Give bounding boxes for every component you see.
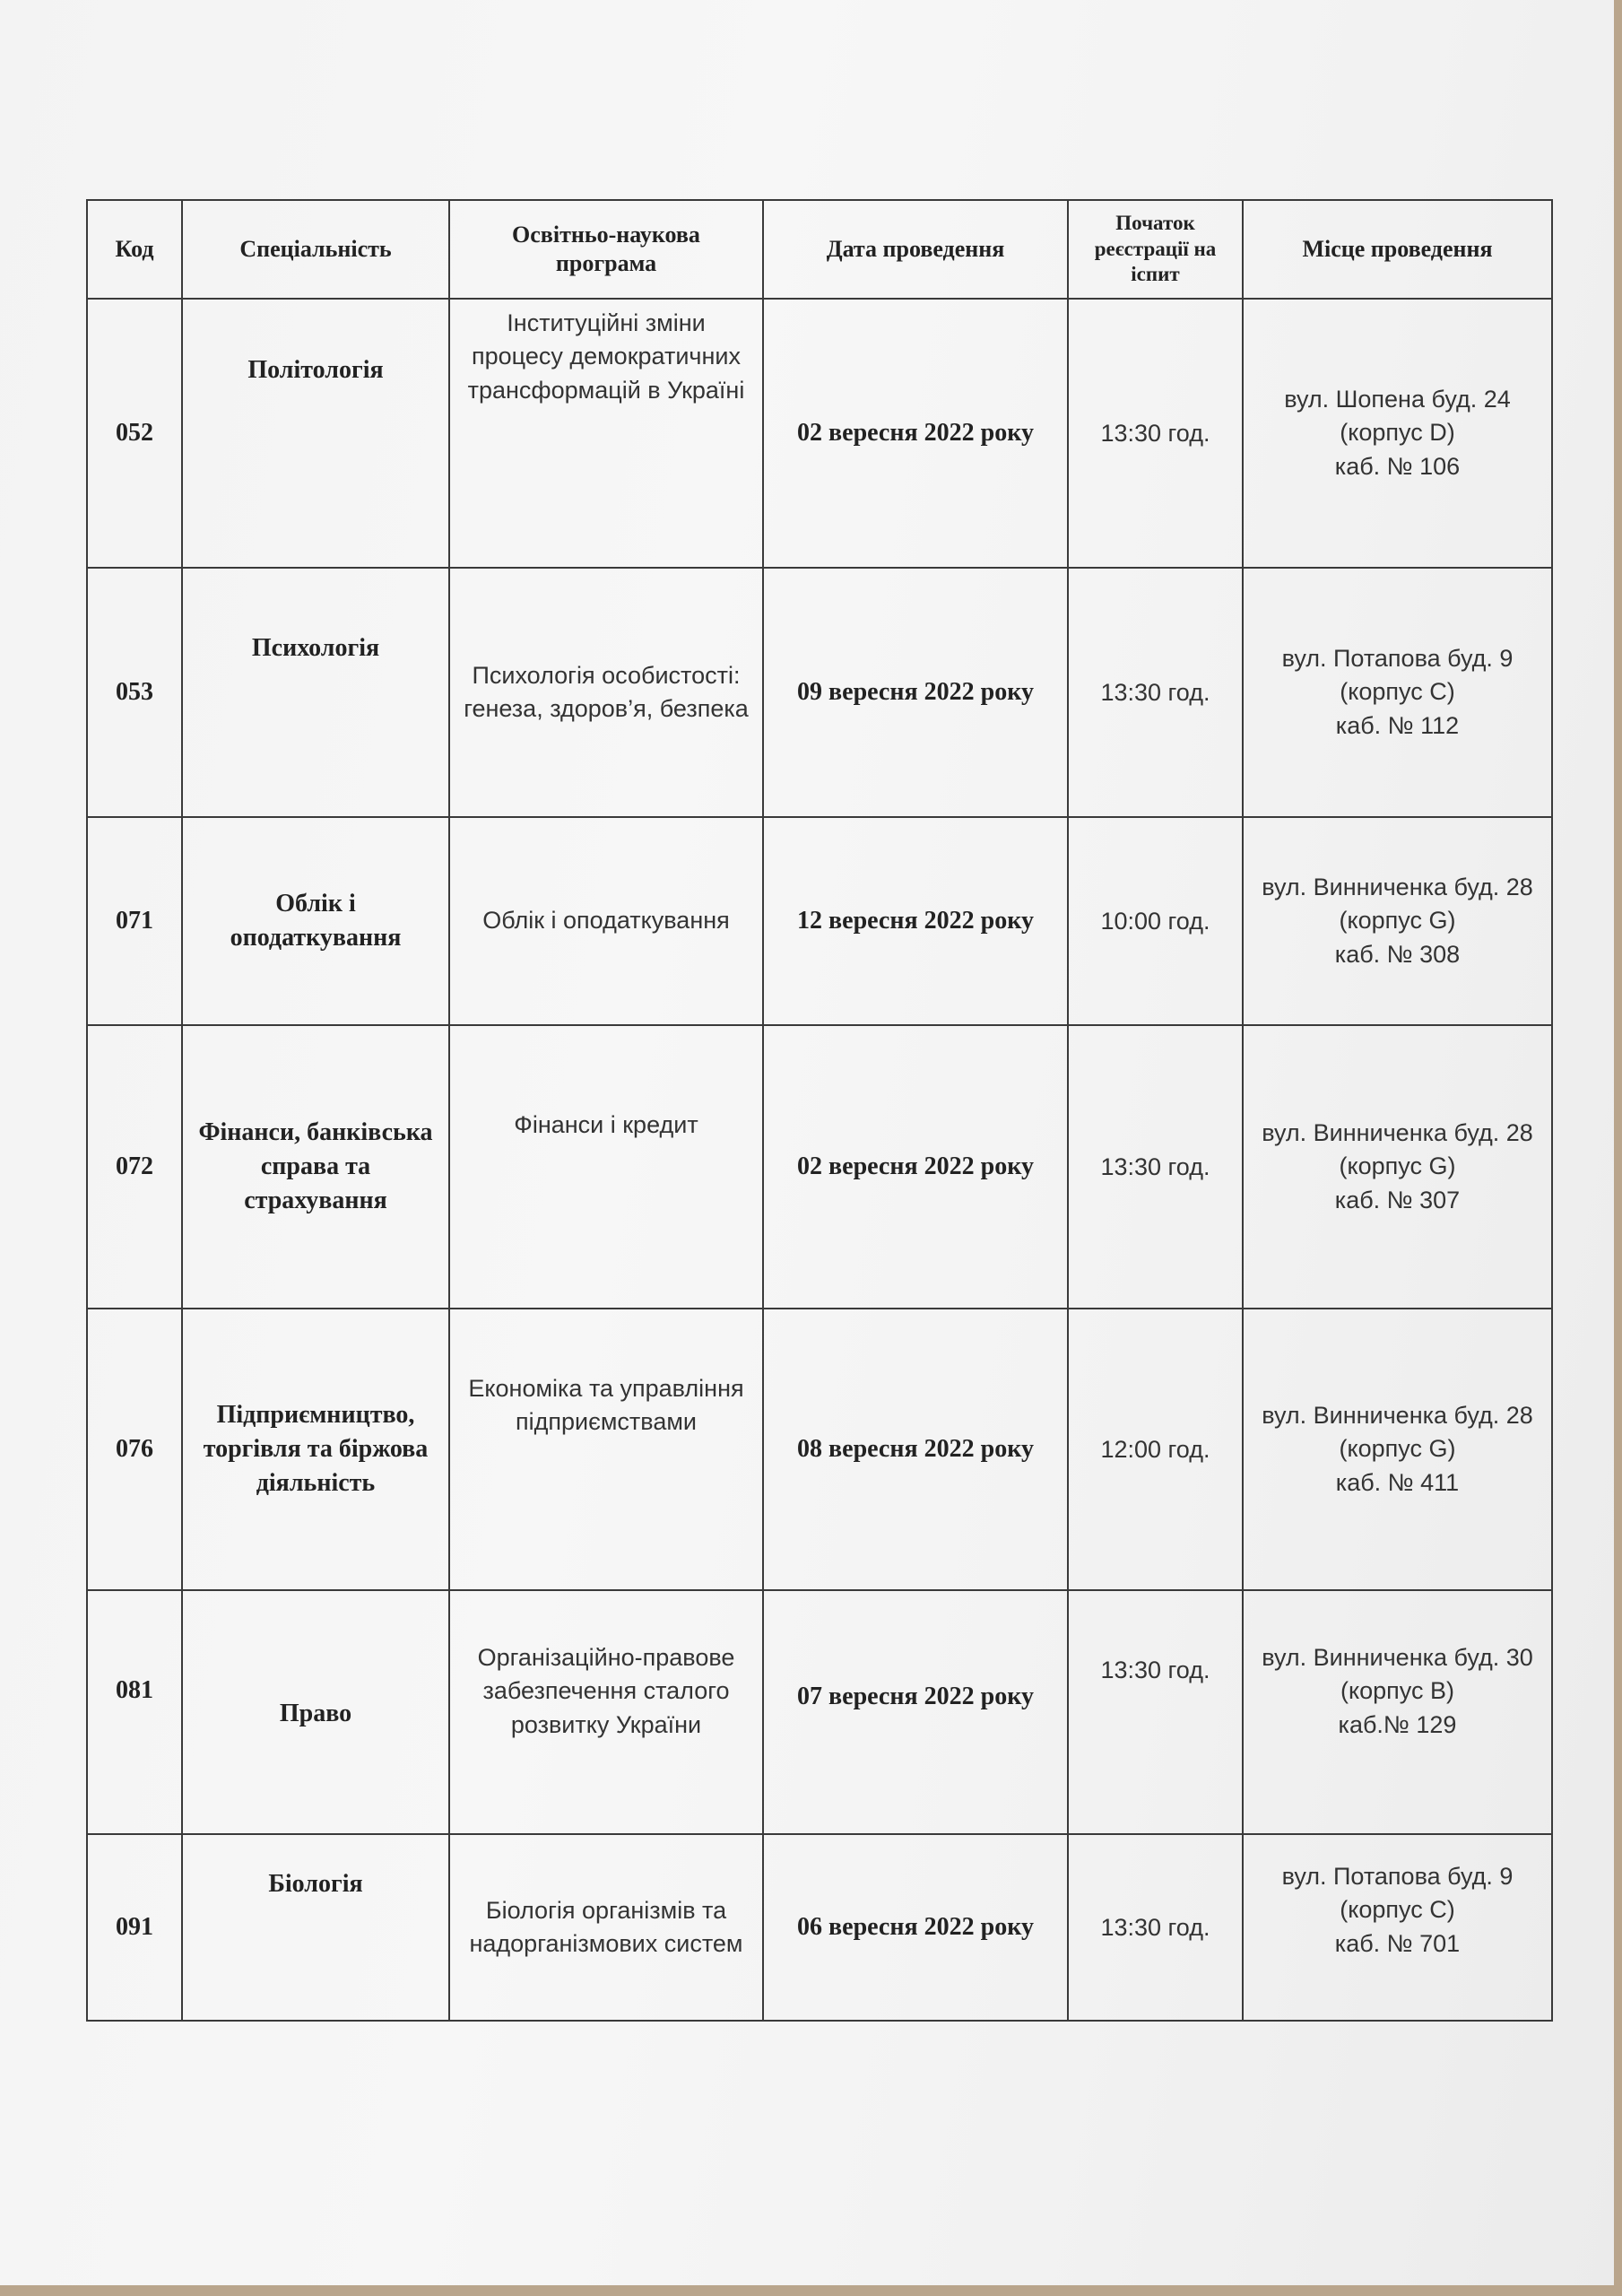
place-building: (корпус В) — [1340, 1677, 1454, 1705]
cell-date: 09 вересня 2022 року — [763, 568, 1068, 817]
exam-schedule-table — [86, 199, 1553, 2022]
place-building: (корпус G) — [1339, 1435, 1456, 1463]
place-building: (корпус G) — [1339, 907, 1456, 935]
table-row — [87, 299, 1552, 568]
cell-time: 13:30 год. — [1068, 1590, 1243, 1834]
place-building: (корпус D) — [1340, 419, 1455, 447]
header-place: Місце проведення — [1243, 200, 1552, 299]
cell-place — [1243, 1834, 1552, 2021]
cell-code: 081 — [87, 1590, 182, 1834]
cell-code: 052 — [87, 299, 182, 568]
cell-code: 076 — [87, 1309, 182, 1590]
place-street: вул. Потапова буд. 9 — [1281, 1863, 1514, 1890]
place-building: (корпус С) — [1340, 678, 1455, 706]
cell-date: 07 вересня 2022 року — [763, 1590, 1068, 1834]
place-building: (корпус С) — [1340, 1896, 1455, 1924]
place-street: вул. Винниченка буд. 28 — [1262, 1119, 1533, 1147]
cell-place — [1243, 1025, 1552, 1309]
header-code: Код — [87, 200, 182, 299]
place-room: каб. № 701 — [1334, 1929, 1461, 1957]
cell-code: 071 — [87, 817, 182, 1025]
table-row — [87, 1309, 1552, 1590]
cell-program: Фінанси і кредит — [449, 1025, 763, 1309]
cell-program: Організаційно-правове забезпечення сталого розвитку України — [449, 1590, 763, 1834]
cell-program: Економіка та управління підприємствами — [449, 1309, 763, 1590]
place-street: вул. Винниченка буд. 28 — [1262, 874, 1533, 901]
place-building: (корпус G) — [1339, 1152, 1456, 1180]
header-date: Дата проведення — [763, 200, 1068, 299]
cell-specialty: Політологія — [182, 299, 449, 568]
cell-specialty: Психологія — [182, 568, 449, 817]
table-row — [87, 568, 1552, 817]
table-row — [87, 817, 1552, 1025]
cell-program: Психологія особистості: генеза, здоров’я, безпека — [449, 568, 763, 817]
place-room: каб. № 307 — [1334, 1186, 1461, 1213]
cell-specialty: Право — [182, 1590, 449, 1834]
cell-place — [1243, 568, 1552, 817]
cell-place — [1243, 817, 1552, 1025]
cell-date: 12 вересня 2022 року — [763, 817, 1068, 1025]
table-row — [87, 1590, 1552, 1834]
cell-date: 08 вересня 2022 року — [763, 1309, 1068, 1590]
cell-date: 02 вересня 2022 року — [763, 299, 1068, 568]
cell-code: 091 — [87, 1834, 182, 2021]
cell-date: 02 вересня 2022 року — [763, 1025, 1068, 1309]
place-room: каб. № 411 — [1335, 1468, 1460, 1496]
cell-time: 10:00 год. — [1068, 817, 1243, 1025]
place-room: каб. № 106 — [1334, 452, 1461, 480]
place-room: каб.№ 129 — [1338, 1710, 1457, 1738]
header-program: Освітньо-наукова програма — [449, 200, 763, 299]
cell-time: 13:30 год. — [1068, 1025, 1243, 1309]
place-street: вул. Потапова буд. 9 — [1281, 645, 1514, 673]
place-street: вул. Шопена буд. 24 — [1284, 386, 1511, 413]
cell-time: 13:30 год. — [1068, 1834, 1243, 2021]
cell-code: 053 — [87, 568, 182, 817]
header-registration: Початок реєстрації на іспит — [1068, 200, 1243, 299]
cell-specialty: Облік і оподаткування — [182, 817, 449, 1025]
cell-specialty: Біологія — [182, 1834, 449, 2021]
header-specialty: Спеціальність — [182, 200, 449, 299]
table-header-row — [87, 200, 1552, 299]
cell-place — [1243, 1590, 1552, 1834]
cell-date: 06 вересня 2022 року — [763, 1834, 1068, 2021]
cell-time: 12:00 год. — [1068, 1309, 1243, 1590]
cell-code: 072 — [87, 1025, 182, 1309]
place-street: вул. Винниченка буд. 28 — [1262, 1402, 1533, 1430]
place-room: каб. № 308 — [1334, 940, 1461, 968]
cell-specialty: Фінанси, банківська справа та страхування — [182, 1025, 449, 1309]
cell-program: Біологія організмів та надорганізмових систем — [449, 1834, 763, 2021]
cell-specialty: Підприємництво, торгівля та біржова діяльність — [182, 1309, 449, 1590]
cell-time: 13:30 год. — [1068, 299, 1243, 568]
place-street: вул. Винниченка буд. 30 — [1262, 1644, 1533, 1671]
cell-time: 13:30 год. — [1068, 568, 1243, 817]
table-row — [87, 1834, 1552, 2021]
cell-program: Інституційні зміни процесу демократичних трансформацій в Україні — [449, 299, 763, 568]
cell-program: Облік і оподаткування — [449, 817, 763, 1025]
cell-place — [1243, 1309, 1552, 1590]
place-room: каб. № 112 — [1335, 711, 1460, 739]
table-row — [87, 1025, 1552, 1309]
cell-place — [1243, 299, 1552, 568]
